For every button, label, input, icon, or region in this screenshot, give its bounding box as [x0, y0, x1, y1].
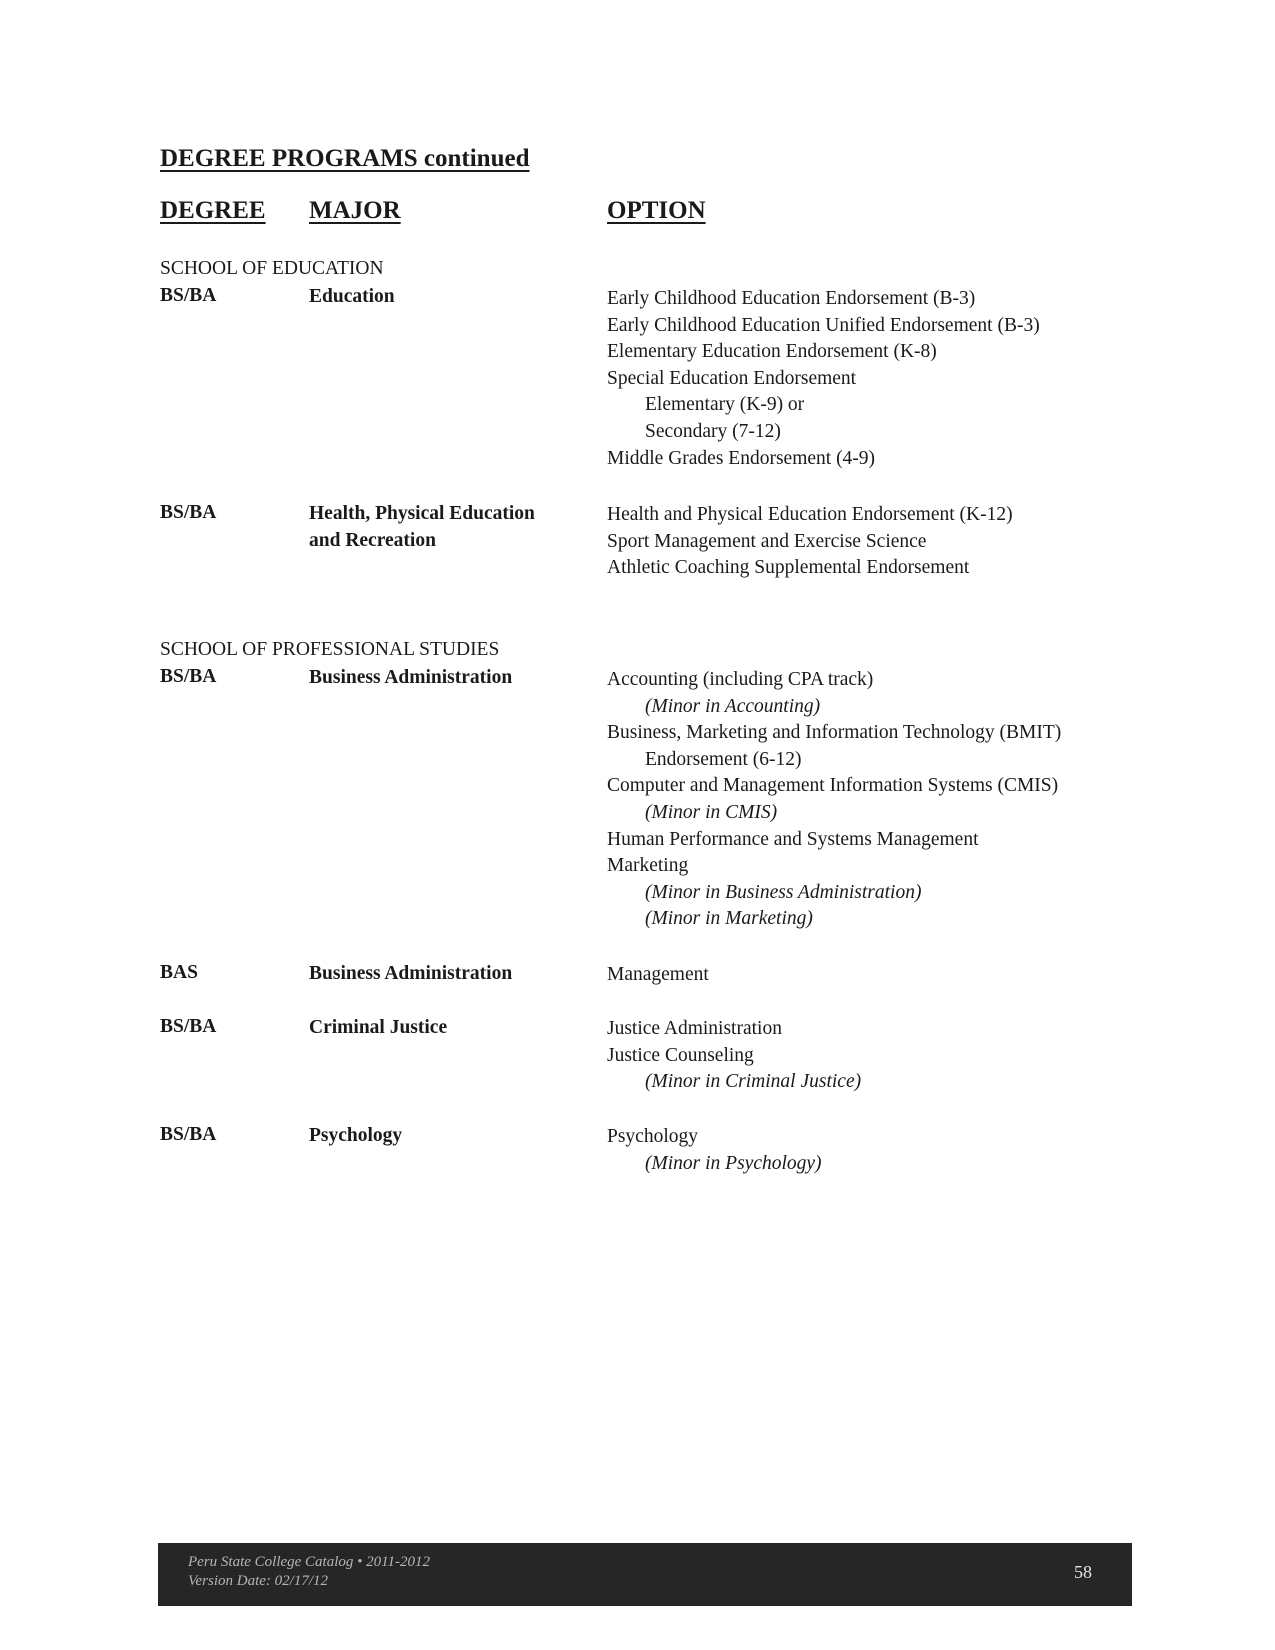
major-cell: Health, Physical Education and Recreation: [309, 503, 535, 551]
major-cell: Psychology: [309, 1125, 403, 1146]
degree-column-header: DEGREE: [160, 197, 266, 224]
option-list: [607, 667, 1061, 933]
option-item: Psychology: [607, 1126, 699, 1147]
version-date: Version Date: 02/17/12: [188, 1573, 328, 1589]
option-item: Middle Grades Endorsement (4-9): [607, 447, 876, 469]
option-item: Early Childhood Education Endorsement (B-3): [607, 288, 976, 309]
major-cell: Business Administration: [309, 667, 513, 688]
page-footer: [158, 1543, 1132, 1606]
option-item: Justice Administration: [607, 1018, 782, 1039]
option-item: Business, Marketing and Information Technology (BMIT): [607, 722, 1062, 744]
option-item: Health and Physical Education Endorsement (K-12): [607, 504, 1013, 525]
option-item: Special Education Endorsement: [607, 367, 857, 389]
page-title: DEGREE PROGRAMS continued: [160, 145, 530, 172]
major-column-header: MAJOR: [309, 197, 401, 224]
degree-cell: BS/BA: [160, 285, 217, 306]
option-item: Justice Counseling: [607, 1044, 754, 1066]
option-item: Elementary (K-9) or: [645, 394, 805, 416]
option-item: Accounting (including CPA track): [607, 669, 874, 690]
degree-cell: BS/BA: [160, 502, 217, 523]
degree-cell: BS/BA: [160, 1016, 217, 1037]
option-list: [607, 1016, 861, 1096]
major-cell: Education: [309, 286, 395, 307]
option-item: (Minor in Marketing): [645, 908, 813, 930]
catalog-info: [188, 1553, 430, 1591]
option-item: Athletic Coaching Supplemental Endorsement: [607, 557, 970, 579]
school-heading: SCHOOL OF PROFESSIONAL STUDIES: [160, 639, 500, 660]
option-list: [607, 962, 709, 989]
option-item: Secondary (7-12): [645, 420, 781, 442]
option-item: Sport Management and Exercise Science: [607, 530, 927, 552]
major-cell: Criminal Justice: [309, 1017, 448, 1038]
degree-cell: BAS: [160, 962, 198, 983]
option-item: Marketing: [607, 855, 689, 877]
page-number: 58: [1074, 1562, 1092, 1582]
option-list: [607, 286, 1040, 472]
option-item: Early Childhood Education Unified Endorsement (B-3): [607, 314, 1040, 336]
option-item: (Minor in CMIS): [645, 801, 778, 823]
option-item: Elementary Education Endorsement (K-8): [607, 341, 937, 363]
catalog-title: Peru State College Catalog • 2011-2012: [188, 1554, 431, 1570]
option-item: Human Performance and Systems Management: [607, 828, 979, 850]
degree-cell: BS/BA: [160, 1124, 217, 1145]
major-cell: Business Administration: [309, 963, 513, 984]
option-column-header: OPTION: [607, 197, 706, 224]
degree-cell: BS/BA: [160, 666, 217, 687]
option-item: (Minor in Accounting): [645, 695, 821, 717]
option-item: Management: [607, 964, 709, 985]
option-item: Computer and Management Information Systems (CMIS): [607, 775, 1059, 797]
option-list: [607, 502, 1013, 582]
option-item: (Minor in Psychology): [645, 1152, 822, 1174]
option-item: (Minor in Criminal Justice): [645, 1071, 862, 1093]
option-item: (Minor in Business Administration): [645, 881, 922, 903]
school-heading: SCHOOL OF EDUCATION: [160, 258, 384, 279]
option-item: Endorsement (6-12): [645, 748, 802, 770]
option-list: [607, 1124, 822, 1177]
